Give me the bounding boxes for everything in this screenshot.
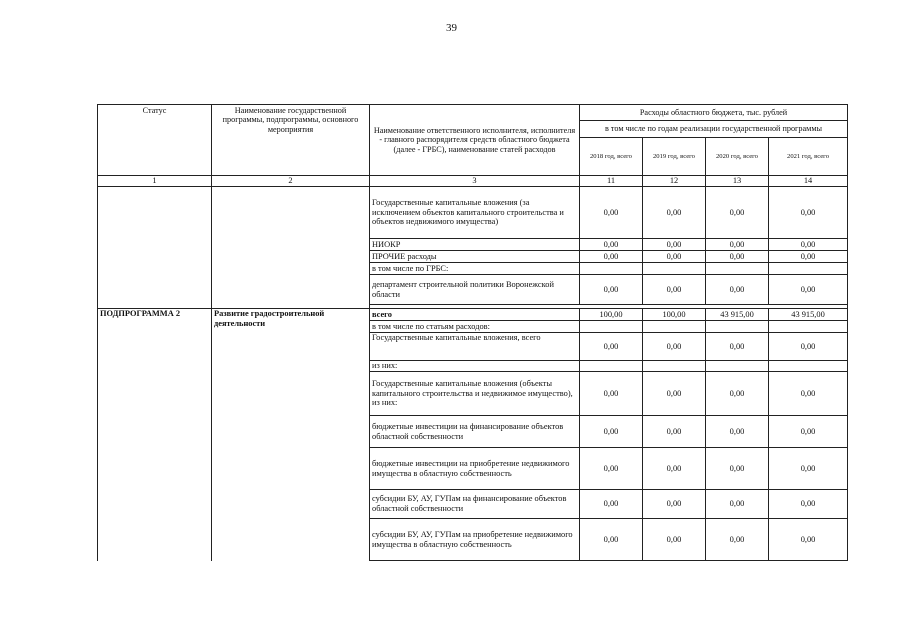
subprogram-name: Развитие градостроительной деятельности xyxy=(212,309,370,561)
value-2021: 43 915,00 xyxy=(769,309,848,321)
col-number: 11 xyxy=(580,176,643,187)
value-2020: 0,00 xyxy=(706,372,769,416)
row-label: НИОКР xyxy=(370,239,580,251)
value-2018: 0,00 xyxy=(580,448,643,490)
value-2019: 0,00 xyxy=(643,490,706,519)
row-label: департамент строительной политики Воронежской области xyxy=(370,275,580,305)
value-2018 xyxy=(580,361,643,372)
value-2021 xyxy=(769,321,848,333)
value-2018: 0,00 xyxy=(580,519,643,561)
value-2021: 0,00 xyxy=(769,416,848,448)
value-2020: 0,00 xyxy=(706,519,769,561)
value-2019: 0,00 xyxy=(643,275,706,305)
header-status: Статус xyxy=(98,105,212,176)
row-label: ПРОЧИЕ расходы xyxy=(370,251,580,263)
value-2021: 0,00 xyxy=(769,251,848,263)
value-2019 xyxy=(643,321,706,333)
value-2020: 0,00 xyxy=(706,333,769,361)
value-2018 xyxy=(580,321,643,333)
value-2020 xyxy=(706,361,769,372)
value-2019: 0,00 xyxy=(643,333,706,361)
value-2019: 0,00 xyxy=(643,416,706,448)
table-row xyxy=(98,309,848,321)
value-2019: 0,00 xyxy=(643,239,706,251)
value-2020: 43 915,00 xyxy=(706,309,769,321)
value-2021: 0,00 xyxy=(769,239,848,251)
col-number: 12 xyxy=(643,176,706,187)
value-2021: 0,00 xyxy=(769,187,848,239)
value-2020 xyxy=(706,321,769,333)
value-2020: 0,00 xyxy=(706,187,769,239)
value-2021: 0,00 xyxy=(769,519,848,561)
col-number: 14 xyxy=(769,176,848,187)
value-2019: 100,00 xyxy=(643,309,706,321)
header-by-years: в том числе по годам реализации государственной программы xyxy=(580,121,848,138)
row-label: в том числе по статьям расходов: xyxy=(370,321,580,333)
header-program-name: Наименование государственной программы, подпрограммы, основного мероприятия xyxy=(212,105,370,176)
value-2019: 0,00 xyxy=(643,372,706,416)
row-label: Государственные капитальные вложения (объекты капитального строительства и недвижимое имущество), из них: xyxy=(370,372,580,416)
page-number: 39 xyxy=(446,22,457,34)
value-2020: 0,00 xyxy=(706,416,769,448)
value-2020: 0,00 xyxy=(706,448,769,490)
row-label: бюджетные инвестиции на приобретение недвижимого имущества в областную собственность xyxy=(370,448,580,490)
value-2021: 0,00 xyxy=(769,490,848,519)
value-2020: 0,00 xyxy=(706,490,769,519)
value-2019: 0,00 xyxy=(643,448,706,490)
value-2019: 0,00 xyxy=(643,519,706,561)
program-name-cell xyxy=(212,187,370,305)
value-2021 xyxy=(769,263,848,275)
value-2021: 0,00 xyxy=(769,448,848,490)
header-year-2021: 2021 год, всего xyxy=(769,138,848,176)
header-year-2020: 2020 год, всего xyxy=(706,138,769,176)
value-2018: 100,00 xyxy=(580,309,643,321)
status-cell xyxy=(98,187,212,305)
header-year-2018: 2018 год, всего xyxy=(580,138,643,176)
value-2018: 0,00 xyxy=(580,275,643,305)
header-expenses: Расходы областного бюджета, тыс. рублей xyxy=(580,105,848,121)
row-label: субсидии БУ, АУ, ГУПам на финансирование объектов областной собственности xyxy=(370,490,580,519)
value-2019 xyxy=(643,263,706,275)
header-row-1 xyxy=(98,105,848,121)
row-label: субсидии БУ, АУ, ГУПам на приобретение недвижимого имущества в областную собственность xyxy=(370,519,580,561)
value-2018: 0,00 xyxy=(580,251,643,263)
value-2021: 0,00 xyxy=(769,372,848,416)
value-2019: 0,00 xyxy=(643,251,706,263)
value-2020: 0,00 xyxy=(706,275,769,305)
value-2018: 0,00 xyxy=(580,490,643,519)
value-2019 xyxy=(643,361,706,372)
value-2019: 0,00 xyxy=(643,187,706,239)
header-year-2019: 2019 год, всего xyxy=(643,138,706,176)
budget-table xyxy=(97,104,848,561)
row-label: в том числе по ГРБС: xyxy=(370,263,580,275)
value-2020 xyxy=(706,263,769,275)
row-label: всего xyxy=(370,309,580,321)
col-number: 2 xyxy=(212,176,370,187)
value-2021: 0,00 xyxy=(769,275,848,305)
column-numbers-row xyxy=(98,176,848,187)
subprogram-status: ПОДПРОГРАММА 2 xyxy=(98,309,212,561)
value-2018 xyxy=(580,263,643,275)
value-2020: 0,00 xyxy=(706,251,769,263)
row-label: бюджетные инвестиции на финансирование объектов областной собственности xyxy=(370,416,580,448)
value-2021: 0,00 xyxy=(769,333,848,361)
value-2018: 0,00 xyxy=(580,416,643,448)
value-2018: 0,00 xyxy=(580,187,643,239)
row-label: Государственные капитальные вложения (за исключением объектов капитального строительства и объектов недвижимого имущества) xyxy=(370,187,580,239)
value-2020: 0,00 xyxy=(706,239,769,251)
col-number: 1 xyxy=(98,176,212,187)
col-number: 13 xyxy=(706,176,769,187)
row-label: из них: xyxy=(370,361,580,372)
table-row xyxy=(98,187,848,239)
value-2018: 0,00 xyxy=(580,372,643,416)
col-number: 3 xyxy=(370,176,580,187)
header-executor: Наименование ответственного исполнителя, исполнителя - главного распорядителя средств областного бюджета (далее - ГРБС), наименование статей расходов xyxy=(370,105,580,176)
value-2018: 0,00 xyxy=(580,239,643,251)
value-2021 xyxy=(769,361,848,372)
value-2018: 0,00 xyxy=(580,333,643,361)
row-label: Государственные капитальные вложения, всего xyxy=(370,333,580,361)
